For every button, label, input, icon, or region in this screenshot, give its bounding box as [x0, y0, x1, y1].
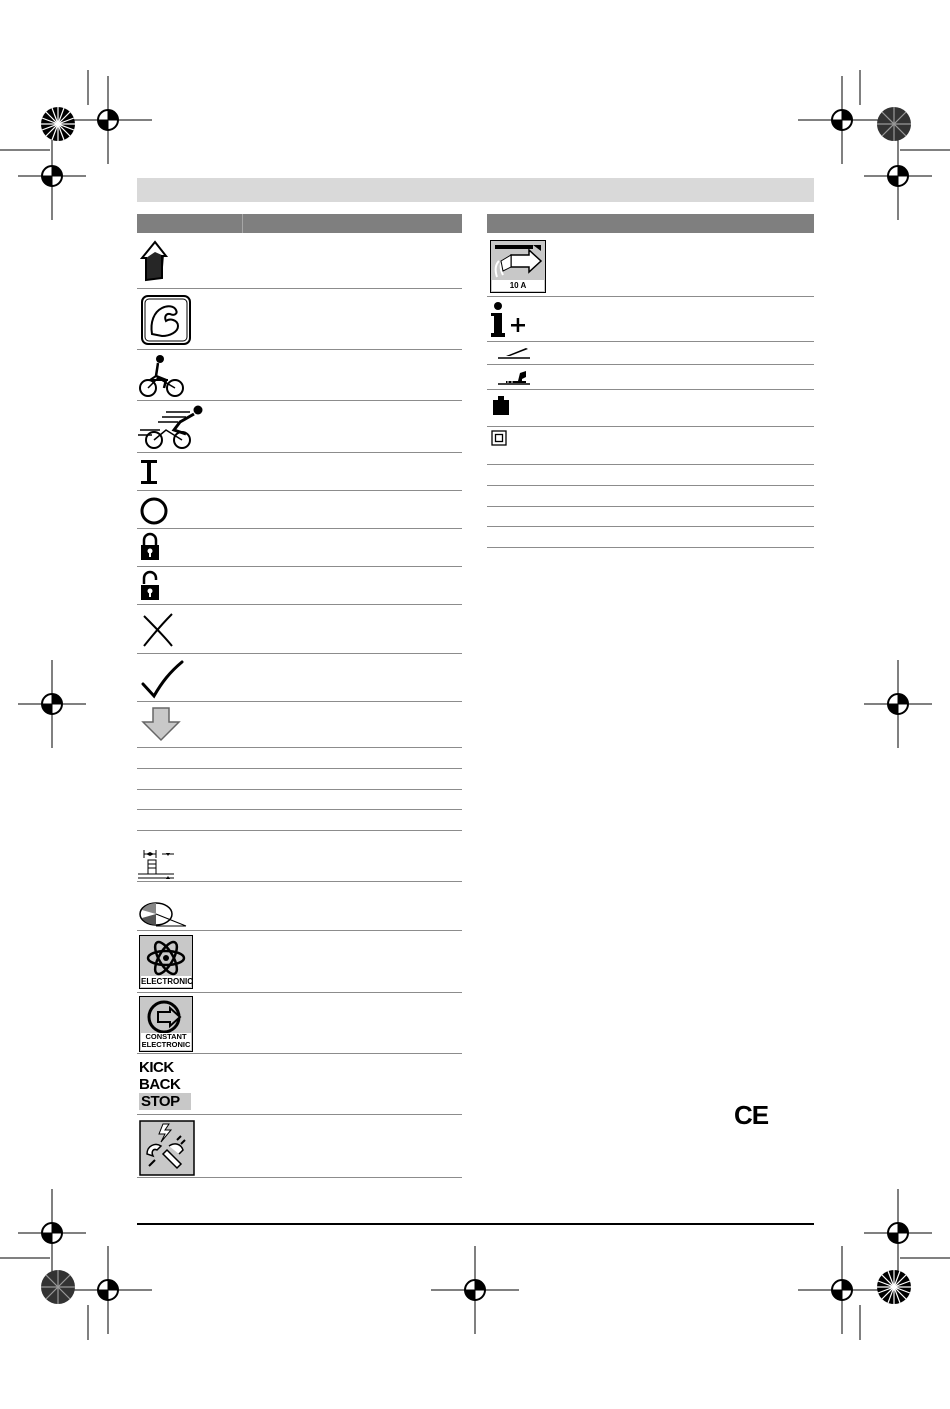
row-divider [137, 452, 462, 453]
checkmark-icon [140, 660, 184, 700]
row-divider [487, 485, 814, 486]
lock-open-icon [140, 570, 160, 602]
cross-icon [140, 612, 176, 648]
row-divider [137, 400, 462, 401]
info-plus-icon [490, 301, 528, 339]
row-divider [137, 653, 462, 654]
overload-10a-icon [490, 240, 546, 293]
row-divider [137, 789, 462, 790]
row-divider [137, 1053, 462, 1054]
constant-label: CONSTANT [145, 1032, 187, 1041]
row-divider [137, 768, 462, 769]
up-arrow-icon [140, 240, 170, 282]
left-table-header [137, 214, 462, 233]
right-table-header [487, 214, 814, 233]
back-label: BACK [139, 1076, 181, 1093]
row-divider [487, 364, 814, 365]
lock-closed-icon [140, 532, 160, 562]
row-divider [137, 809, 462, 810]
constant-arrow-icon [140, 999, 192, 1035]
plane-step-icon [498, 367, 532, 387]
row-divider [137, 1114, 462, 1115]
row-divider [487, 389, 814, 390]
stop-label: STOP [139, 1093, 191, 1110]
atom-icon [140, 938, 192, 978]
row-divider [487, 426, 814, 427]
row-divider [137, 566, 462, 567]
row-divider [487, 547, 814, 548]
row-divider [137, 701, 462, 702]
restart-protection-icon [139, 1120, 195, 1176]
constant-electronic-label: ELECTRONIC [141, 1040, 191, 1049]
off-switch-icon [139, 496, 169, 526]
mitre-disc-icon [138, 898, 188, 928]
electronic-icon [139, 935, 193, 989]
row-divider [137, 490, 462, 491]
row-divider [137, 881, 462, 882]
electronic-label: ELECTRONIC [141, 977, 193, 986]
row-divider [137, 349, 462, 350]
plug-arrow-icon [491, 241, 545, 281]
row-divider [137, 528, 462, 529]
row-divider [137, 747, 462, 748]
plane-angle-icon [498, 344, 532, 361]
row-divider [487, 526, 814, 527]
row-divider [487, 341, 814, 342]
ce-mark: CE [734, 1100, 769, 1130]
footer-rule [137, 1223, 814, 1225]
on-switch-icon [140, 458, 160, 486]
row-divider [137, 992, 462, 993]
row-divider [137, 288, 462, 289]
row-divider [487, 506, 814, 507]
down-arrow-icon [141, 706, 181, 742]
kick-label: KICK [139, 1059, 174, 1076]
strength-arm-icon [140, 294, 192, 346]
row-divider [137, 830, 462, 831]
cyclist-slow-icon [138, 354, 186, 398]
constant-electronic-icon [139, 996, 193, 1052]
fuse-label: 10 A [492, 280, 544, 291]
cut-depth-icon [138, 848, 178, 882]
row-divider [487, 464, 814, 465]
row-divider [137, 604, 462, 605]
double-insulation-icon [491, 430, 507, 446]
row-divider [487, 296, 814, 297]
kickback-stop-icon [139, 1059, 191, 1111]
row-divider [137, 1177, 462, 1178]
weight-icon [491, 395, 511, 417]
cyclist-fast-icon [138, 404, 208, 450]
row-divider [137, 930, 462, 931]
page-header-bar [137, 178, 814, 202]
